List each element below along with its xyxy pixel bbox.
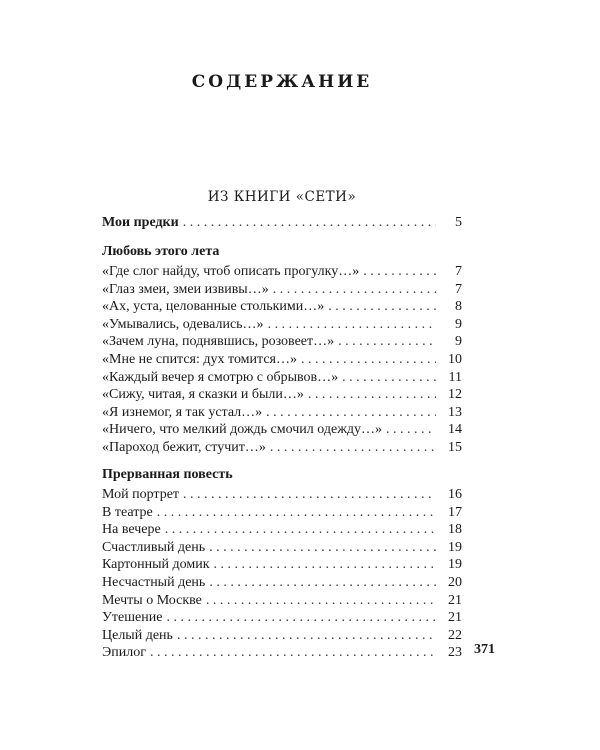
page-title: СОДЕРЖАНИЕ xyxy=(191,72,373,92)
toc-entry-title: Мечты о Москве xyxy=(102,592,202,608)
toc-entry xyxy=(102,333,462,351)
toc-entry-title: Утешение xyxy=(102,610,163,626)
section-heading-love: Любовь этого лета xyxy=(102,244,220,259)
toc-entry xyxy=(102,369,462,387)
toc-entry-title: «Мне не спится: дух томится…» xyxy=(102,351,297,367)
toc-entry-page: 5 xyxy=(455,215,462,230)
toc-entry-title: На вечере xyxy=(102,522,161,538)
dot-leader xyxy=(342,369,436,387)
dot-leader xyxy=(206,592,436,610)
toc-entry-page: 18 xyxy=(448,522,462,538)
dot-leader xyxy=(266,404,436,422)
toc-entry xyxy=(102,486,462,504)
dot-leader xyxy=(157,504,436,522)
toc-entry xyxy=(102,298,462,316)
toc-entry-page: 17 xyxy=(448,504,462,520)
book-heading: ИЗ КНИГИ «СЕТИ» xyxy=(207,189,357,205)
toc-entry-page: 10 xyxy=(448,351,462,367)
toc-entry-title: Целый день xyxy=(102,627,173,643)
toc-first-entry xyxy=(102,214,462,232)
toc-entry xyxy=(102,316,462,334)
toc-entry xyxy=(102,351,462,369)
toc-entry xyxy=(102,404,462,422)
toc-entry-title: «Ах, уста, целованные столькими…» xyxy=(102,299,325,315)
toc-entry-page: 12 xyxy=(448,387,462,403)
toc-entry-title: Картонный домик xyxy=(102,557,210,573)
dot-leader xyxy=(308,386,436,404)
toc-entry-title: «Глаз змеи, змеи извивы…» xyxy=(102,281,269,297)
toc-entry xyxy=(102,439,462,457)
toc-entry-title: Счастливый день xyxy=(102,539,206,555)
toc-entry-page: 21 xyxy=(448,592,462,608)
dot-leader xyxy=(328,298,436,316)
toc-entry-title: «Я изнемог, я так устал…» xyxy=(102,404,263,420)
dot-leader xyxy=(301,351,436,369)
toc-entry-page: 23 xyxy=(448,645,462,661)
dot-leader xyxy=(338,333,436,351)
dot-leader xyxy=(270,439,436,457)
toc-entry xyxy=(102,644,462,662)
toc-entry xyxy=(102,609,462,627)
toc-entry-title: «Умывались, одевались…» xyxy=(102,316,264,332)
toc-entry-page: 19 xyxy=(448,557,462,573)
toc-entry xyxy=(102,592,462,610)
dot-leader xyxy=(209,574,436,592)
dot-leader xyxy=(166,609,436,627)
toc-entry-title: В театре xyxy=(102,504,153,520)
toc-entry-title: Мои предки xyxy=(102,215,179,230)
dot-leader xyxy=(183,486,436,504)
toc-entry xyxy=(102,574,462,592)
dot-leader xyxy=(209,539,436,557)
toc-entry-page: 7 xyxy=(455,264,462,279)
toc-entry-page: 9 xyxy=(455,316,462,332)
toc-entry xyxy=(102,627,462,645)
toc-entry-title: «Пароход бежит, стучит…» xyxy=(102,439,266,455)
toc-entry-title: «Ничего, что мелкий дождь смочил одежду…» xyxy=(102,422,382,438)
dot-leader xyxy=(386,421,436,439)
dot-leader xyxy=(150,644,436,662)
dot-leader xyxy=(165,521,436,539)
toc-entry xyxy=(102,521,462,539)
toc-entry-page: 15 xyxy=(448,439,462,455)
toc-entry-page: 8 xyxy=(455,299,462,315)
toc-entry xyxy=(102,386,462,404)
toc-entry-title: Мой портрет xyxy=(102,487,180,502)
toc-entry-page: 22 xyxy=(448,627,462,643)
toc-entry xyxy=(102,281,462,299)
toc-entry xyxy=(102,556,462,574)
toc-entry-title: «Каждый вечер я смотрю с обрывов…» xyxy=(102,369,339,385)
toc-entry-title: Несчастный день xyxy=(102,574,206,590)
toc-section-love xyxy=(102,263,462,457)
dot-leader xyxy=(177,627,436,645)
toc-entry-title: Эпилог xyxy=(102,645,146,661)
dot-leader xyxy=(183,214,436,232)
toc-entry-page: 9 xyxy=(455,334,462,350)
toc-section-story xyxy=(102,486,462,662)
toc-entry xyxy=(102,263,462,281)
toc-entry-title: «Где слог найду, чтоб описать прогулку…» xyxy=(102,264,360,279)
toc-entry xyxy=(102,214,462,232)
toc-entry-page: 11 xyxy=(448,369,462,385)
dot-leader xyxy=(268,316,436,334)
page-number: 371 xyxy=(474,642,495,657)
toc-entry-title: «Сижу, читая, я сказки и были…» xyxy=(102,387,304,403)
toc-entry-page: 13 xyxy=(448,404,462,420)
toc-entry-page: 16 xyxy=(448,487,462,502)
toc-entry-page: 19 xyxy=(448,539,462,555)
toc-entry xyxy=(102,539,462,557)
toc-entry xyxy=(102,504,462,522)
toc-entry-page: 7 xyxy=(455,281,462,297)
dot-leader xyxy=(363,263,436,281)
dot-leader xyxy=(214,556,436,574)
toc-entry-title: «Зачем луна, поднявшись, розовеет…» xyxy=(102,334,335,350)
toc-entry-page: 20 xyxy=(448,574,462,590)
dot-leader xyxy=(273,281,436,299)
toc-entry-page: 14 xyxy=(448,422,462,438)
toc-entry xyxy=(102,421,462,439)
toc-entry-page: 21 xyxy=(448,610,462,626)
section-heading-story: Прерванная повесть xyxy=(102,467,233,482)
